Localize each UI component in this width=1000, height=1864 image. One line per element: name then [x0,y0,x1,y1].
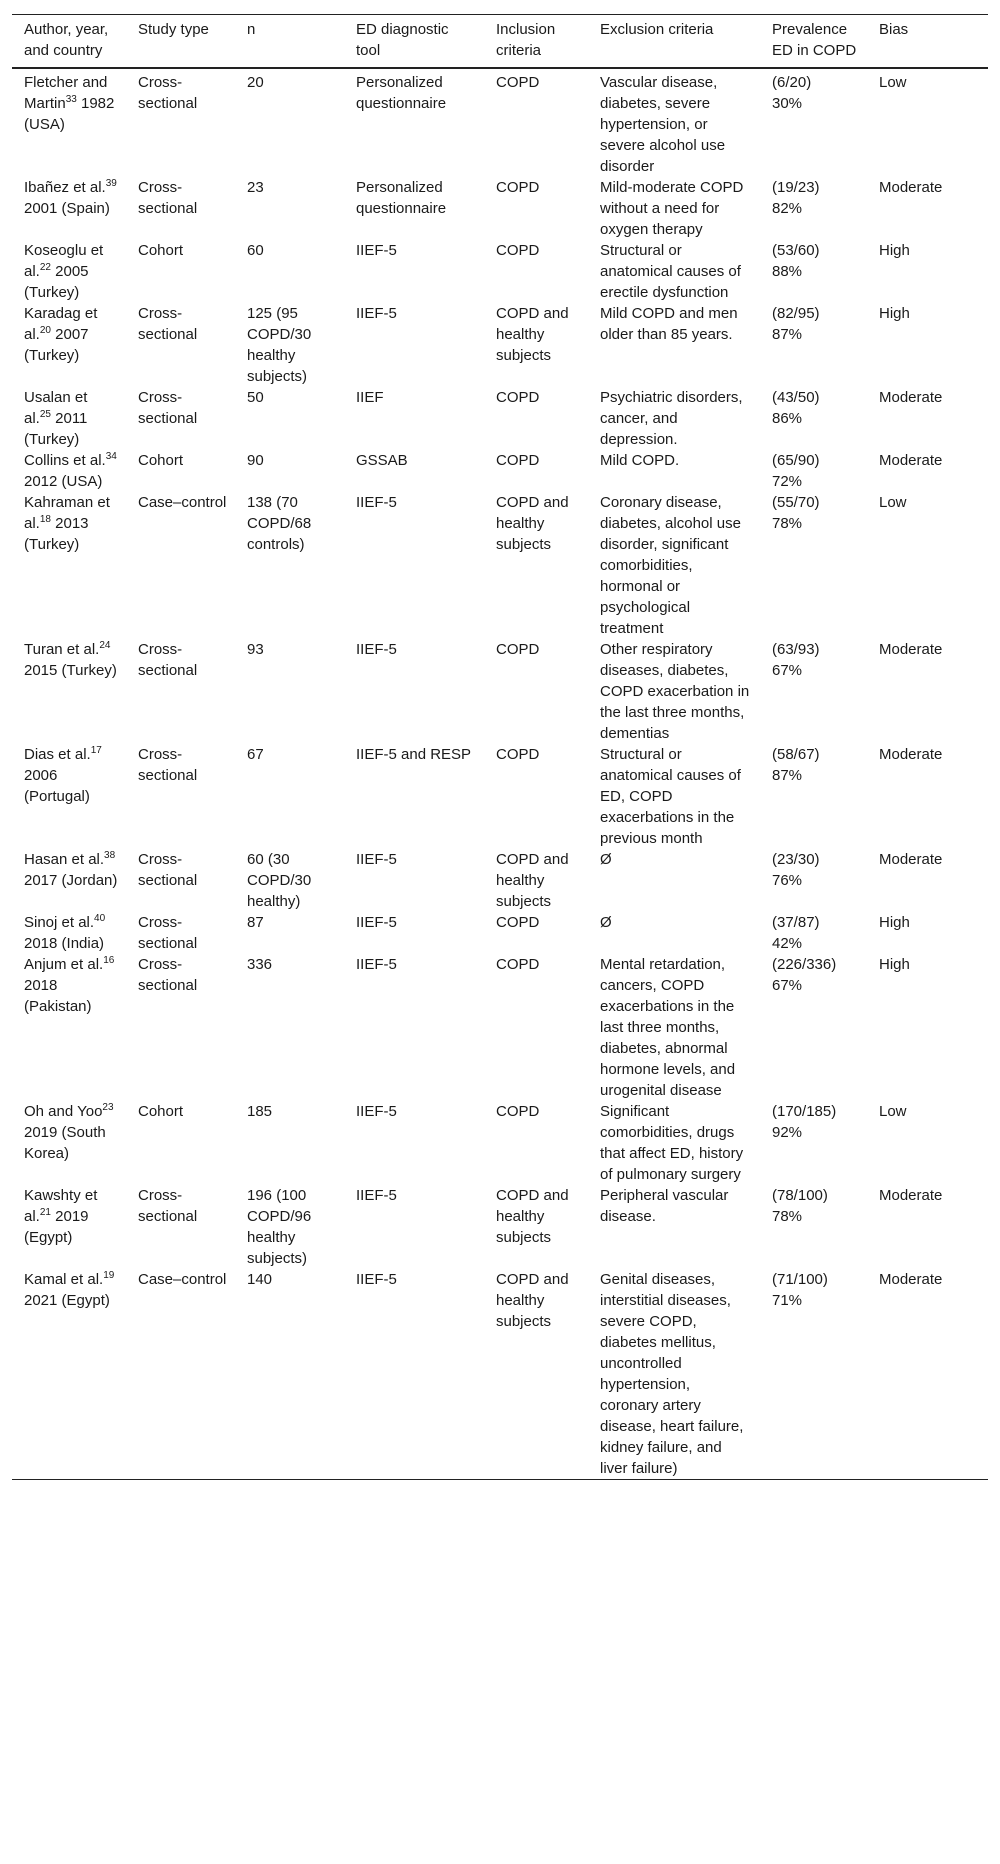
cell-n: 20 [247,74,264,91]
prevalence-fraction: (53/60) [772,242,820,259]
author-post: 2017 (Jordan) [24,872,118,889]
cell-inclusion: COPD [496,452,540,469]
prevalence-fraction: (71/100) [772,1271,828,1288]
reference-number: 17 [90,745,102,756]
cell-study-type: Cross-sectional [138,74,198,112]
author-post: 2012 (USA) [24,473,103,490]
prevalence-percent: 88% [772,263,803,280]
reference-number: 20 [39,325,51,336]
cell-exclusion: Psychiatric disorders, cancer, and depression. [600,389,743,448]
reference-number: 22 [39,262,51,273]
cell-inclusion: COPD and healthy subjects [496,305,569,364]
cell-exclusion: Ø [600,851,612,868]
cell-n: 87 [247,914,264,931]
cell-n: 67 [247,746,264,763]
prevalence-fraction: (6/20) [772,74,812,91]
cell-n: 60 [247,242,264,259]
cell-bias: Moderate [879,179,943,196]
reference-number: 23 [102,1102,114,1113]
cell-prevalence [760,450,867,492]
cell-author [12,492,126,639]
cell-author [12,1185,126,1269]
cell-study-type: Cross-sectional [138,956,198,994]
prevalence-percent: 67% [772,977,803,994]
cell-n: 336 [247,956,273,973]
reference-number: 18 [39,514,51,525]
cell-bias: Moderate [879,851,943,868]
cell-exclusion: Mental retardation, cancers, COPD exacerbations in the last three months, diabetes, abnormal hormone levels, and urogenital disease [600,956,736,1099]
cell-inclusion: COPD and healthy subjects [496,494,569,553]
header-row [12,15,988,69]
author-pre: Usalan et al. [24,389,88,427]
cell-exclusion: Other respiratory diseases, diabetes, COPD exacerbation in the last three months, dementias [600,641,750,742]
cell-tool: GSSAB [356,452,408,469]
cell-prevalence [760,849,867,912]
author-post: 2021 (Egypt) [24,1292,110,1309]
cell-tool: IIEF-5 [356,641,397,658]
cell-author [12,954,126,1101]
study-table-container [12,14,988,1480]
prevalence-percent: 87% [772,326,803,343]
prevalence-fraction: (43/50) [772,389,820,406]
prevalence-percent: 86% [772,410,803,427]
header-tool: ED diagnostic tool [356,21,449,59]
cell-tool: IIEF-5 and RESP [356,746,472,763]
cell-exclusion: Structural or anatomical causes of ED, COPD exacerbations in the previous month [600,746,741,847]
cell-exclusion: Mild COPD. [600,452,680,469]
reference-number: 38 [104,850,116,861]
table-row [12,177,988,240]
cell-inclusion: COPD [496,746,540,763]
header-bias: Bias [879,21,909,38]
cell-bias: Low [879,494,907,511]
author-post: 2011 (Turkey) [24,410,88,448]
prevalence-fraction: (82/95) [772,305,820,322]
author-post: 2013 (Turkey) [24,515,89,553]
author-post: 2019 (Egypt) [24,1208,89,1246]
cell-exclusion: Structural or anatomical causes of erectile dysfunction [600,242,741,301]
author-pre: Oh and Yoo [24,1103,103,1120]
author-post: 1982 (USA) [24,95,115,133]
table-row [12,954,988,1101]
cell-study-type: Cross-sectional [138,914,198,952]
cell-n: 196 (100 COPD/96 healthy subjects) [247,1187,312,1267]
author-post: 2007 (Turkey) [24,326,89,364]
prevalence-fraction: (58/67) [772,746,820,763]
table-row [12,303,988,387]
cell-bias: High [879,242,910,259]
cell-prevalence [760,68,867,177]
prevalence-fraction: (170/185) [772,1103,837,1120]
table-row [12,387,988,450]
cell-prevalence [760,177,867,240]
cell-prevalence [760,954,867,1101]
cell-study-type: Cohort [138,242,184,259]
cell-study-type: Case–control [138,1271,227,1288]
cell-study-type: Cross-sectional [138,179,198,217]
prevalence-percent: 76% [772,872,803,889]
author-pre: Karadag et al. [24,305,98,343]
table-row [12,1185,988,1269]
cell-study-type: Cohort [138,1103,184,1120]
table-row [12,240,988,303]
reference-number: 24 [99,640,111,651]
cell-inclusion: COPD [496,179,540,196]
header-prevalence: Prevalence ED in COPD [772,21,857,59]
cell-prevalence [760,1101,867,1185]
author-pre: Collins et al. [24,452,106,469]
cell-author [12,240,126,303]
cell-prevalence [760,240,867,303]
cell-tool: IIEF-5 [356,1103,397,1120]
cell-study-type: Cross-sectional [138,305,198,343]
reference-number: 16 [103,955,115,966]
cell-study-type: Cohort [138,452,184,469]
cell-bias: Low [879,74,907,91]
cell-tool: IIEF-5 [356,914,397,931]
cell-tool: IIEF-5 [356,242,397,259]
table-header [12,15,988,69]
cell-author [12,1101,126,1185]
cell-inclusion: COPD [496,242,540,259]
reference-number: 34 [105,451,117,462]
cell-tool: Personalized questionnaire [356,74,447,112]
table-row [12,744,988,849]
cell-exclusion: Genital diseases, interstitial diseases, severe COPD, diabetes mellitus, uncontrolled hypertension, coronary artery disease, heart failure, kidney failure, and liver failure) [600,1271,744,1477]
cell-study-type: Cross-sectional [138,1187,198,1225]
author-post: 2018 (Pakistan) [24,977,92,1015]
author-pre: Kawshty et al. [24,1187,98,1225]
prevalence-fraction: (226/336) [772,956,837,973]
cell-n: 140 [247,1271,273,1288]
cell-prevalence [760,639,867,744]
cell-prevalence [760,912,867,954]
cell-author [12,177,126,240]
cell-bias: High [879,914,910,931]
header-study-type: Study type [138,21,209,38]
studies-table [12,14,988,1480]
cell-inclusion: COPD [496,914,540,931]
cell-inclusion: COPD [496,389,540,406]
prevalence-percent: 67% [772,662,803,679]
cell-author [12,639,126,744]
cell-exclusion: Significant comorbidities, drugs that affect ED, history of pulmonary surgery [600,1103,744,1183]
prevalence-percent: 92% [772,1124,803,1141]
author-post: 2018 (India) [24,935,105,952]
prevalence-fraction: (37/87) [772,914,820,931]
cell-tool: IIEF-5 [356,1271,397,1288]
header-n: n [247,21,256,38]
cell-bias: Moderate [879,1187,943,1204]
prevalence-fraction: (23/30) [772,851,820,868]
cell-inclusion: COPD [496,641,540,658]
author-pre: Sinoj et al. [24,914,95,931]
table-row [12,912,988,954]
cell-inclusion: COPD and healthy subjects [496,1271,569,1330]
reference-number: 25 [39,409,51,420]
cell-n: 60 (30 COPD/30 healthy) [247,851,312,910]
cell-study-type: Cross-sectional [138,389,198,427]
prevalence-percent: 42% [772,935,803,952]
cell-author [12,849,126,912]
cell-n: 90 [247,452,264,469]
cell-prevalence [760,387,867,450]
table-row [12,1269,988,1480]
table-row [12,1101,988,1185]
cell-inclusion: COPD [496,74,540,91]
prevalence-percent: 78% [772,1208,803,1225]
cell-exclusion: Coronary disease, diabetes, alcohol use disorder, significant comorbidities, hormonal or psychological treatment [600,494,741,637]
cell-author [12,68,126,177]
cell-author [12,1269,126,1480]
cell-bias: Low [879,1103,907,1120]
prevalence-fraction: (19/23) [772,179,820,196]
reference-number: 39 [105,178,117,189]
cell-bias: Moderate [879,746,943,763]
table-body [12,68,988,1480]
table-row [12,849,988,912]
cell-bias: High [879,305,910,322]
prevalence-fraction: (65/90) [772,452,820,469]
author-pre: Fletcher and Martin [24,74,108,112]
cell-inclusion: COPD [496,956,540,973]
cell-study-type: Case–control [138,494,227,511]
prevalence-percent: 82% [772,200,803,217]
author-pre: Dias et al. [24,746,91,763]
prevalence-percent: 72% [772,473,803,490]
cell-author [12,450,126,492]
cell-bias: Moderate [879,641,943,658]
cell-tool: IIEF-5 [356,494,397,511]
cell-tool: Personalized questionnaire [356,179,447,217]
table-row [12,68,988,177]
prevalence-fraction: (55/70) [772,494,820,511]
author-post: 2001 (Spain) [24,200,110,217]
cell-inclusion: COPD [496,1103,540,1120]
cell-n: 138 (70 COPD/68 controls) [247,494,312,553]
cell-tool: IIEF-5 [356,1187,397,1204]
cell-tool: IIEF-5 [356,956,397,973]
cell-bias: High [879,956,910,973]
cell-prevalence [760,492,867,639]
prevalence-percent: 87% [772,767,803,784]
reference-number: 21 [39,1207,51,1218]
table-row [12,492,988,639]
prevalence-percent: 30% [772,95,803,112]
author-pre: Ibañez et al. [24,179,106,196]
cell-exclusion: Vascular disease, diabetes, severe hypertension, or severe alcohol use disorder [600,74,726,175]
header-exclusion: Exclusion criteria [600,21,714,38]
table-row [12,450,988,492]
cell-prevalence [760,1185,867,1269]
reference-number: 33 [65,94,77,105]
reference-number: 19 [103,1270,115,1281]
cell-n: 185 [247,1103,273,1120]
author-pre: Kamal et al. [24,1271,104,1288]
author-pre: Kahraman et al. [24,494,110,532]
author-pre: Koseoglu et al. [24,242,104,280]
cell-study-type: Cross-sectional [138,641,198,679]
author-post: 2019 (South Korea) [24,1124,106,1162]
prevalence-fraction: (78/100) [772,1187,828,1204]
cell-exclusion: Mild COPD and men older than 85 years. [600,305,738,343]
cell-tool: IIEF-5 [356,851,397,868]
cell-author [12,387,126,450]
prevalence-percent: 78% [772,515,803,532]
prevalence-percent: 71% [772,1292,803,1309]
cell-prevalence [760,744,867,849]
cell-bias: Moderate [879,452,943,469]
author-post: 2005 (Turkey) [24,263,89,301]
cell-n: 23 [247,179,264,196]
cell-author [12,303,126,387]
header-author: Author, year, and country [24,21,109,59]
cell-study-type: Cross-sectional [138,851,198,889]
cell-inclusion: COPD and healthy subjects [496,1187,569,1246]
cell-exclusion: Mild-moderate COPD without a need for oxygen therapy [600,179,744,238]
cell-prevalence [760,303,867,387]
author-pre: Turan et al. [24,641,100,658]
cell-author [12,744,126,849]
cell-n: 93 [247,641,264,658]
cell-exclusion: Ø [600,914,612,931]
cell-n: 50 [247,389,264,406]
cell-prevalence [760,1269,867,1480]
table-row [12,639,988,744]
cell-tool: IIEF [356,389,384,406]
cell-author [12,912,126,954]
cell-tool: IIEF-5 [356,305,397,322]
author-post: 2006 (Portugal) [24,767,90,805]
author-pre: Hasan et al. [24,851,105,868]
cell-n: 125 (95 COPD/30 healthy subjects) [247,305,312,385]
cell-exclusion: Peripheral vascular disease. [600,1187,729,1225]
author-pre: Anjum et al. [24,956,104,973]
reference-number: 40 [94,913,106,924]
cell-inclusion: COPD and healthy subjects [496,851,569,910]
header-inclusion: Inclusion criteria [496,21,556,59]
author-post: 2015 (Turkey) [24,662,117,679]
cell-bias: Moderate [879,389,943,406]
cell-bias: Moderate [879,1271,943,1288]
prevalence-fraction: (63/93) [772,641,820,658]
cell-study-type: Cross-sectional [138,746,198,784]
